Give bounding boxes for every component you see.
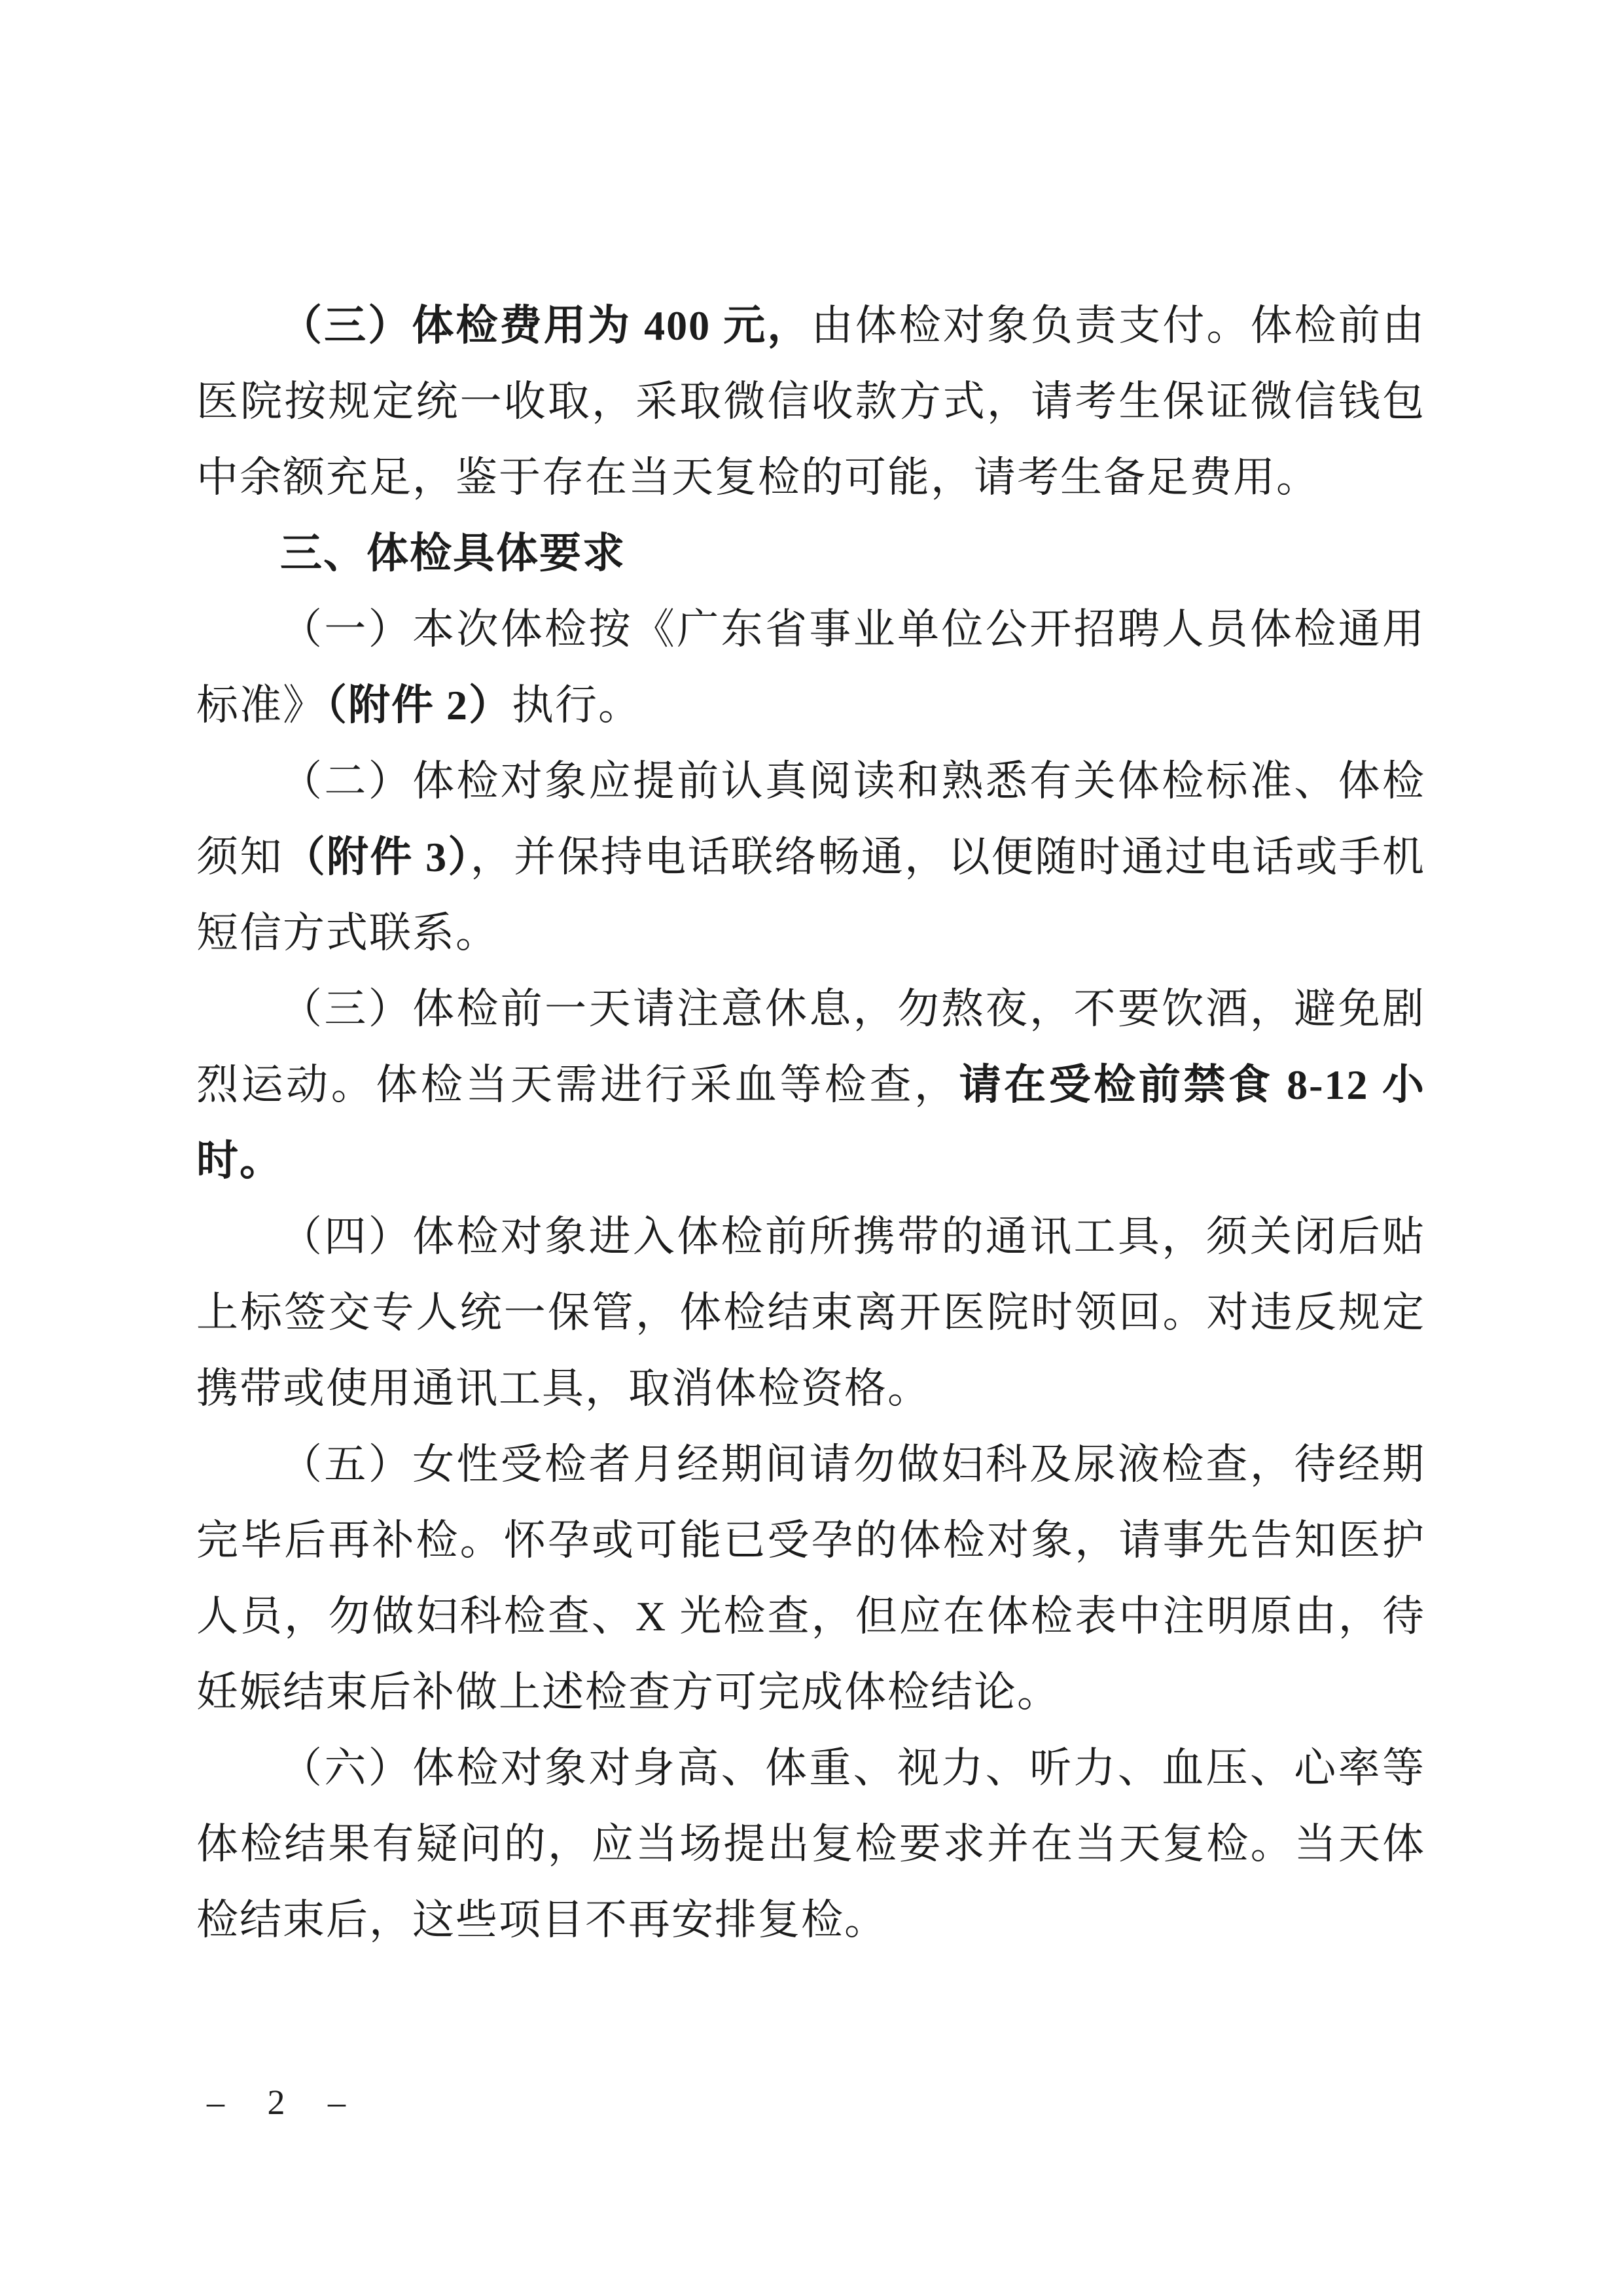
document-body: [196, 288, 1425, 1958]
paragraph-female-examinees: [196, 1427, 1425, 1731]
page-number: – 2 –: [207, 2083, 363, 2122]
paragraph-notice: [196, 744, 1425, 971]
section-heading: 三、体检具体要求: [280, 530, 626, 577]
female-examinees-text: （五）女性受检者月经期间请勿做妇科及尿液检查，待经期完毕后再补检。怀孕或可能已受孕的体检对象，请事先告知医护人员，勿做妇科检查、X 光检查，但应在体检表中注明原由，待妊娠结束后补做上述检查方可完成体检结论。: [196, 1441, 1425, 1715]
standard-tail-text: 执行。: [512, 682, 641, 728]
recheck-text: （六）体检对象对身高、体重、视力、听力、血压、心率等体检结果有疑问的，应当场提出复检要求并在当天复检。当天体检结束后，这些项目不再安排复检。: [196, 1745, 1425, 1943]
paragraph-fee: [196, 288, 1425, 516]
fee-amount-bold-text: （三）体检费用为 400 元，: [280, 302, 812, 349]
rest-body-text: （三）体检前一天请注意休息，勿熬夜，不要饮酒，避免剧烈运动。体检当天需进行采血等检查，: [196, 986, 1425, 1108]
fee-body-text: 由体检对象负责支付。体检前由医院按规定统一收取，采取微信收款方式，请考生保证微信钱包中余额充足，鉴于存在当天复检的可能，请考生备足费用。: [196, 302, 1426, 501]
standard-body-text: （一）本次体检按《广东省事业单位公开招聘人员体检通用标准》: [196, 606, 1425, 728]
paragraph-communication-tools: [196, 1199, 1425, 1427]
attachment-3-reference: （附件 3）: [283, 834, 471, 880]
paragraph-recheck: [196, 1731, 1425, 1958]
communication-tools-text: （四）体检对象进入体检前所携带的通讯工具，须关闭后贴上标签交专人统一保管，体检结束离开医院时领回。对违反规定携带或使用通讯工具，取消体检资格。: [196, 1213, 1425, 1412]
attachment-2-reference: （附件 2）: [326, 682, 512, 728]
paragraph-standard: [196, 592, 1425, 744]
fasting-requirement-bold-text: 请在受检前禁食 8-12 小时。: [196, 1062, 1426, 1184]
paragraph-rest-fasting: [196, 971, 1425, 1199]
notice-body-text: （二）体检对象应提前认真阅读和熟悉有关体检标准、体检须知: [196, 758, 1425, 880]
notice-tail-text: ，并保持电话联络畅通，以便随时通过电话或手机短信方式联系。: [196, 834, 1426, 956]
